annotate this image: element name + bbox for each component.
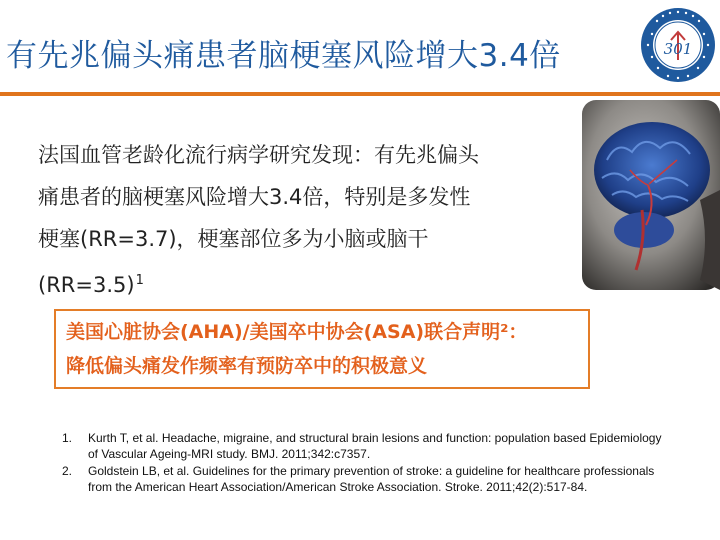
citation-superscript: 1 bbox=[135, 273, 144, 288]
brain-illustration-icon bbox=[582, 100, 720, 290]
highlight-line: 降低偏头痛发作频率有预防卒中的积极意义 bbox=[66, 355, 428, 377]
reference-number: 2. bbox=[62, 464, 73, 478]
reference-number: 1. bbox=[62, 431, 73, 445]
logo-center-text: 301 bbox=[663, 40, 693, 58]
body-line: 法国血管老龄化流行病学研究发现：有先兆偏头 bbox=[38, 143, 479, 167]
slide-title: 有先兆偏头痛患者脑梗塞风险增大3.4倍 bbox=[6, 38, 561, 74]
reference-item bbox=[62, 463, 672, 495]
body-line: 痛患者的脑梗塞风险增大3.4倍，特别是多发性 bbox=[38, 185, 471, 209]
body-line: 梗塞(RR=3.7)，梗塞部位多为小脑或脑干 bbox=[38, 227, 429, 251]
body-paragraph bbox=[38, 134, 558, 306]
references-list bbox=[62, 430, 672, 496]
body-line-text: (RR=3.5) bbox=[38, 273, 135, 297]
title-divider bbox=[0, 92, 720, 96]
body-line bbox=[38, 260, 558, 306]
reference-item bbox=[62, 430, 672, 462]
hospital-logo-icon bbox=[638, 4, 718, 86]
reference-text: Goldstein LB, et al. Guidelines for the primary prevention of stroke: a guideline for healthcare professionals from the American Heart Association/American Stroke Association. Stroke. 2011;42(2):517-84. bbox=[88, 464, 655, 494]
reference-text: Kurth T, et al. Headache, migraine, and structural brain lesions and function: population based Epidemiology of Vascular Ageing-MRI study. BMJ. 2011;342:c7357. bbox=[88, 431, 662, 461]
aha-asa-statement-box bbox=[54, 309, 590, 389]
highlight-line: 美国心脏协会(AHA)/美国卒中协会(ASA)联合声明²： bbox=[66, 321, 528, 343]
